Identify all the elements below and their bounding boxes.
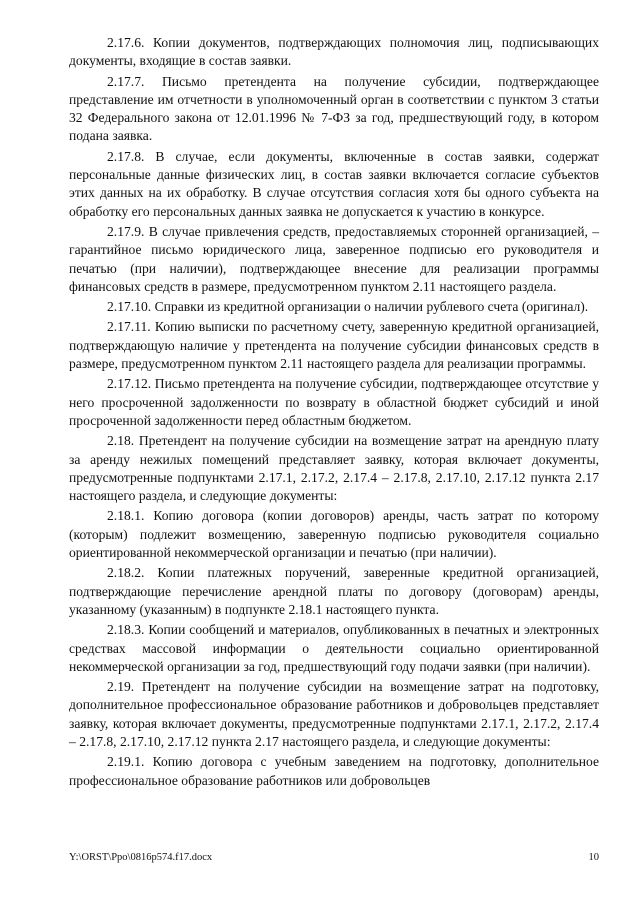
paragraph-2-18: 2.18. Претендент на получение субсидии на возмещение затрат на арендную плату за аренду нежилых помещений представляет заявку, которая включает документы, предусмотренные подпунктами 2.17.1, 2.17.2, 2.17.4 – 2.17.8, 2.17.10, 2.17.12 пункта 2.17 настоящего раздела, и следующие документы:	[69, 433, 599, 504]
paragraph-2-17-10: 2.17.10. Справки из кредитной организации о наличии рублевого счета (оригинал).	[107, 299, 589, 315]
footer-file-path: Y:\ORST\Ppo\0816p574.f17.docx	[69, 852, 213, 863]
paragraph-2-19: 2.19. Претендент на получение субсидии на возмещение затрат на подготовку, дополнительное профессиональное образование работников и добровольцев представляет заявку, которая включает документы, предусмотренные подпунктами 2.17.1, 2.17.2, 2.17.4 – 2.17.8, 2.17.10, 2.17.12 пункта 2.17 настоящего раздела, и следующие документы:	[69, 679, 599, 749]
paragraph-2-18-3: 2.18.3. Копии сообщений и материалов, опубликованных в печатных и электронных средствах массовой информации о деятельности социально ориентированной некоммерческой организации за год, предшествующий году подачи заявки (при наличии).	[69, 622, 599, 674]
paragraph-2-17-12: 2.17.12. Письмо претендента на получение субсидии, подтверждающее отсутствие у него просроченной задолженности по возврату в областной бюджет субсидий и иной просроченной задолженности перед областным бюджетом.	[69, 376, 599, 428]
paragraph-2-18-1: 2.18.1. Копию договора (копии договоров) аренды, часть затрат по которому (которым) подлежит возмещению, заверенную подписью руководителя социально ориентированной некоммерческой организации и печатью (при наличии).	[69, 508, 599, 561]
paragraph-2-18-2: 2.18.2. Копии платежных поручений, заверенные кредитной организацией, подтверждающие перечисление арендной платы по договору (договорам) аренды, указанному (указанным) в подпункте 2.18.1 настоящего пункта.	[69, 565, 599, 617]
paragraph-2-19-1: 2.19.1. Копию договора с учебным заведением на подготовку, дополнительное профессиональное образование работников или добровольцев	[69, 754, 599, 788]
page-number: 10	[588, 852, 599, 863]
document-body	[69, 34, 599, 792]
paragraph-2-17-9: 2.17.9. В случае привлечения средств, предоставляемых сторонней организацией, – гарантийное письмо юридического лица, заверенное подписью его руководителя и печатью (при наличии), подтверждающее внесение для реализации программы финансовых средств в размере, предусмотренном пунктом 2.11 настоящего раздела.	[69, 223, 599, 294]
paragraph-2-17-6: 2.17.6. Копии документов, подтверждающих полномочия лиц, подписывающих документы, входящие в состав заявки.	[69, 35, 599, 69]
paragraph-2-17-8: 2.17.8. В случае, если документы, включенные в состав заявки, содержат персональные данные физических лиц, в состав заявки включается согласие субъектов этих данных на их обработку. В случае отсутствия согласия хотя бы одного субъекта на обработку его персональных данных заявка не допускается к участию в конкурсе.	[69, 148, 599, 219]
paragraph-2-17-7: 2.17.7. Письмо претендента на получение субсидии, подтверждающее представление им отчетности в уполномоченный орган в соответствии с пунктом 3 статьи 32 Федерального закона от 12.01.1996 № 7-ФЗ за год, предшествующий году, в котором подана заявка.	[69, 73, 599, 144]
paragraph-2-17-11: 2.17.11. Копию выписки по расчетному счету, заверенную кредитной организацией, подтверждающую наличие у претендента на получение субсидии финансовых средств в размере, предусмотренном пунктом 2.11 настоящего раздела для реализации программы.	[69, 319, 599, 372]
